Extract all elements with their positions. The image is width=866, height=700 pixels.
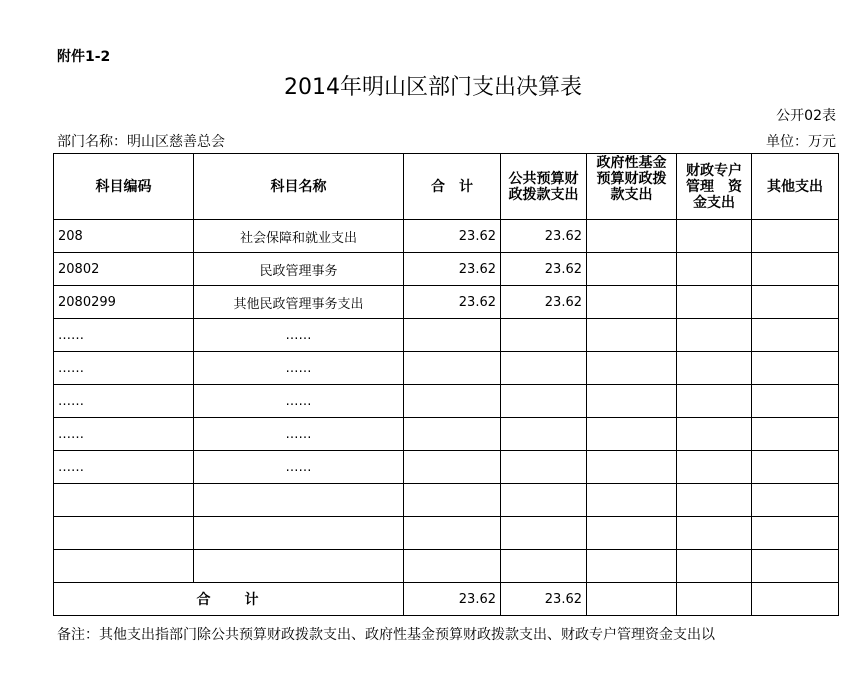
table-row <box>54 286 839 319</box>
expenditure-table <box>53 153 839 616</box>
cell-special-fund <box>677 550 752 583</box>
cell-code: 20802 <box>54 253 194 286</box>
cell-gov-fund <box>587 418 677 451</box>
cell-other <box>752 319 839 352</box>
cell-special-fund <box>677 517 752 550</box>
header-other: 其他支出 <box>752 154 839 220</box>
cell-special-fund <box>677 319 752 352</box>
cell-public-budget <box>501 451 587 484</box>
cell-gov-fund <box>587 286 677 319</box>
cell-code: …… <box>54 418 194 451</box>
cell-public-budget <box>501 484 587 517</box>
cell-special-fund <box>677 220 752 253</box>
cell-other <box>752 517 839 550</box>
cell-public-budget: 23.62 <box>501 286 587 319</box>
cell-code <box>54 550 194 583</box>
cell-name: …… <box>194 418 404 451</box>
header-gov-fund-text: 政府性基金预算财政拨款支出 <box>596 154 667 203</box>
cell-name: …… <box>194 352 404 385</box>
cell-public-budget: 23.62 <box>501 253 587 286</box>
cell-gov-fund <box>587 220 677 253</box>
cell-total: 23.62 <box>404 286 501 319</box>
header-special-fund: 财政专户管理 资金支出 <box>677 154 752 220</box>
unit-label: 单位：万元 <box>766 134 836 150</box>
cell-code: 2080299 <box>54 286 194 319</box>
total-row <box>54 583 839 616</box>
total-total: 23.62 <box>404 583 501 616</box>
form-code: 公开02表 <box>776 108 836 124</box>
cell-code <box>54 484 194 517</box>
table-row <box>54 517 839 550</box>
cell-other <box>752 286 839 319</box>
cell-total <box>404 451 501 484</box>
cell-special-fund <box>677 385 752 418</box>
cell-public-budget: 23.62 <box>501 220 587 253</box>
cell-name <box>194 517 404 550</box>
cell-public-budget <box>501 319 587 352</box>
cell-name: 民政管理事务 <box>194 253 404 286</box>
total-other <box>752 583 839 616</box>
table-header-row <box>54 154 839 220</box>
header-total: 合 计 <box>404 154 501 220</box>
cell-other <box>752 484 839 517</box>
footnote: 备注：其他支出指部门除公共预算财政拨款支出、政府性基金预算财政拨款支出、财政专户管理资金支出以 <box>57 627 715 643</box>
cell-other <box>752 385 839 418</box>
table-row <box>54 418 839 451</box>
table-row <box>54 319 839 352</box>
cell-public-budget <box>501 550 587 583</box>
table-row <box>54 451 839 484</box>
table-row <box>54 550 839 583</box>
cell-code: …… <box>54 385 194 418</box>
department-label: 部门名称：明山区慈善总会 <box>57 134 225 150</box>
cell-name: …… <box>194 385 404 418</box>
cell-gov-fund <box>587 517 677 550</box>
cell-other <box>752 550 839 583</box>
cell-public-budget <box>501 418 587 451</box>
cell-name: 社会保障和就业支出 <box>194 220 404 253</box>
cell-code: 208 <box>54 220 194 253</box>
cell-total <box>404 385 501 418</box>
attachment-label: 附件1-2 <box>57 49 111 65</box>
cell-total: 23.62 <box>404 220 501 253</box>
cell-gov-fund <box>587 352 677 385</box>
cell-gov-fund <box>587 253 677 286</box>
cell-gov-fund <box>587 550 677 583</box>
total-gov-fund <box>587 583 677 616</box>
cell-special-fund <box>677 253 752 286</box>
cell-special-fund <box>677 451 752 484</box>
cell-gov-fund <box>587 484 677 517</box>
cell-special-fund <box>677 286 752 319</box>
cell-code: …… <box>54 319 194 352</box>
cell-other <box>752 220 839 253</box>
header-public-budget: 公共预算财政拨款支出 <box>501 154 587 220</box>
table-row <box>54 484 839 517</box>
table-row <box>54 352 839 385</box>
cell-other <box>752 352 839 385</box>
cell-special-fund <box>677 418 752 451</box>
cell-gov-fund <box>587 385 677 418</box>
total-label: 合 计 <box>54 583 404 616</box>
cell-name: …… <box>194 451 404 484</box>
cell-public-budget <box>501 517 587 550</box>
cell-total <box>404 550 501 583</box>
cell-total <box>404 418 501 451</box>
cell-name: …… <box>194 319 404 352</box>
cell-public-budget <box>501 385 587 418</box>
cell-name <box>194 550 404 583</box>
page-title: 2014年明山区部门支出决算表 <box>284 75 582 100</box>
total-special-fund <box>677 583 752 616</box>
header-name: 科目名称 <box>194 154 404 220</box>
table-row <box>54 253 839 286</box>
table-row <box>54 220 839 253</box>
cell-total <box>404 319 501 352</box>
cell-total <box>404 517 501 550</box>
cell-total: 23.62 <box>404 253 501 286</box>
cell-code: …… <box>54 352 194 385</box>
header-gov-fund <box>587 154 677 220</box>
cell-name: 其他民政管理事务支出 <box>194 286 404 319</box>
cell-public-budget <box>501 352 587 385</box>
cell-other <box>752 451 839 484</box>
cell-other <box>752 253 839 286</box>
cell-special-fund <box>677 484 752 517</box>
cell-other <box>752 418 839 451</box>
header-code: 科目编码 <box>54 154 194 220</box>
cell-total <box>404 484 501 517</box>
table-row <box>54 385 839 418</box>
cell-code: …… <box>54 451 194 484</box>
total-public-budget: 23.62 <box>501 583 587 616</box>
cell-name <box>194 484 404 517</box>
cell-total <box>404 352 501 385</box>
cell-code <box>54 517 194 550</box>
cell-gov-fund <box>587 451 677 484</box>
cell-gov-fund <box>587 319 677 352</box>
cell-special-fund <box>677 352 752 385</box>
